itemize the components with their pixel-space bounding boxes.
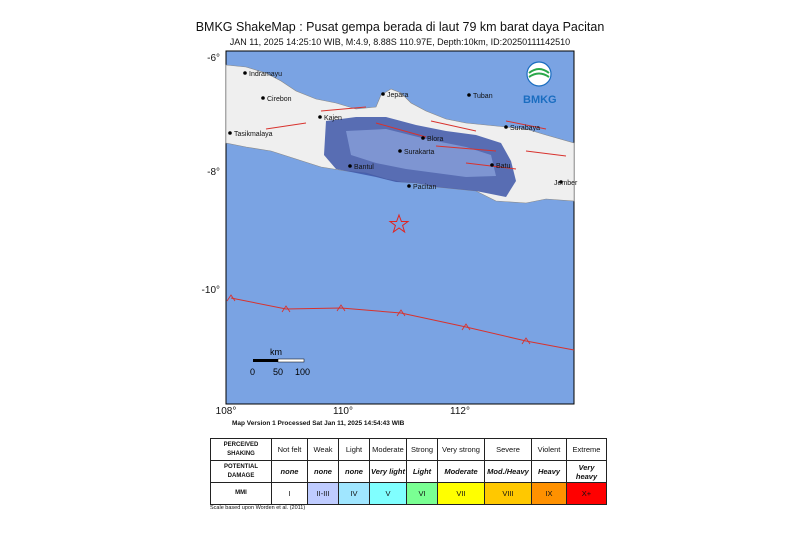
mmi-legend-table: [210, 438, 607, 505]
city-label: Pacitan: [413, 184, 437, 191]
city-label: Jember: [554, 180, 578, 187]
mmi-cell: I: [272, 483, 308, 505]
shaking-cell: Strong: [407, 439, 438, 461]
row-header: POTENTIAL DAMAGE: [211, 461, 272, 483]
lon-tick: 110°: [333, 406, 353, 417]
mmi-cell: II-III: [308, 483, 339, 505]
city-label: Tasikmalaya: [234, 131, 273, 138]
svg-text:100: 100: [295, 367, 311, 377]
city-label: Surakarta: [404, 149, 435, 156]
damage-cell: Very light: [370, 461, 407, 483]
damage-cell: none: [339, 461, 370, 483]
mmi-cell: V: [370, 483, 407, 505]
mmi-cell: IX: [532, 483, 567, 505]
damage-row: [211, 461, 607, 483]
lon-tick: 112°: [450, 406, 470, 417]
shaking-cell: Very strong: [438, 439, 485, 461]
mmi-row: [211, 483, 607, 505]
lon-tick: 108°: [215, 406, 237, 417]
shaking-cell: Violent: [532, 439, 567, 461]
shaking-cell: Extreme: [567, 439, 607, 461]
event-details: JAN 11, 2025 14:25:10 WIB, M:4.9, 8.88S 110.97E, Depth:10km, ID:20250111142510: [229, 37, 571, 47]
shakemap: [226, 51, 578, 404]
shaking-cell: Weak: [308, 439, 339, 461]
svg-text:km: km: [270, 347, 282, 357]
mmi-cell: VIII: [485, 483, 532, 505]
logo-text: BMKG: [523, 94, 557, 106]
damage-cell: Mod./Heavy: [485, 461, 532, 483]
city-label: Indramayu: [249, 71, 283, 78]
lat-tick: -6°: [207, 53, 220, 64]
city-label: Jepara: [387, 92, 409, 99]
damage-cell: none: [272, 461, 308, 483]
city-label: Bantul: [354, 164, 374, 171]
shaking-cell: Not felt: [272, 439, 308, 461]
city-label: Surabaya: [510, 125, 540, 132]
row-header: PERCEIVED SHAKING: [211, 439, 272, 461]
map-title: BMKG ShakeMap : Pusat gempa berada di laut 79 km barat daya Pacitan: [195, 20, 605, 34]
city-label: Batu: [496, 163, 511, 170]
damage-cell: Moderate: [438, 461, 485, 483]
shaking-cell: Light: [339, 439, 370, 461]
city-label: Kajen: [324, 115, 342, 122]
lat-tick: -8°: [207, 167, 220, 178]
mmi-cell: IV: [339, 483, 370, 505]
damage-cell: Light: [407, 461, 438, 483]
scale-footnote: Scale based upon Worden et al. (2011): [210, 505, 306, 511]
processed-timestamp: Map Version 1 Processed Sat Jan 11, 2025 14:54:43 WIB: [232, 420, 405, 427]
svg-text:0: 0: [250, 367, 256, 377]
row-header: MMI: [211, 483, 272, 505]
mmi-cell: X+: [567, 483, 607, 505]
city-label: Cirebon: [267, 96, 292, 103]
city-label: Blora: [427, 136, 444, 143]
mmi-cell: VI: [407, 483, 438, 505]
damage-cell: Very heavy: [567, 461, 607, 483]
damage-cell: Heavy: [532, 461, 567, 483]
shaking-cell: Moderate: [370, 439, 407, 461]
shaking-cell: Severe: [485, 439, 532, 461]
svg-text:50: 50: [273, 367, 284, 377]
damage-cell: none: [308, 461, 339, 483]
shaking-row: [211, 439, 607, 461]
mmi-cell: VII: [438, 483, 485, 505]
lat-tick: -10°: [201, 285, 220, 296]
city-label: Tuban: [473, 93, 493, 100]
